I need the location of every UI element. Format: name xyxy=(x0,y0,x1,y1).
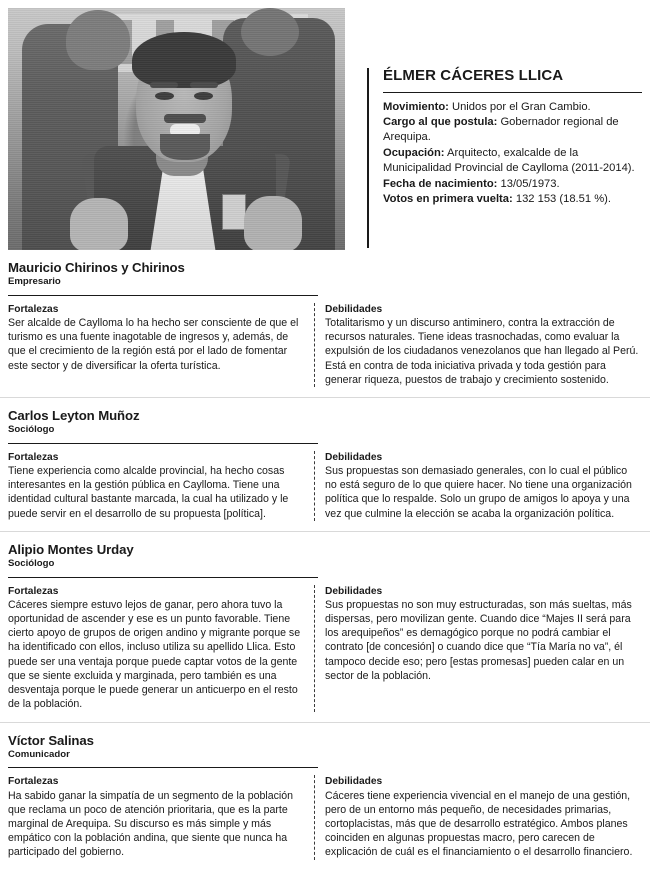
weaknesses-column xyxy=(325,303,642,387)
strengths-label: Fortalezas xyxy=(8,585,59,597)
column-divider xyxy=(314,303,316,387)
strengths-column xyxy=(8,585,314,712)
strengths-column xyxy=(8,303,314,387)
expert-columns xyxy=(8,578,642,722)
expert-name: Carlos Leyton Muñoz xyxy=(8,408,140,424)
expert-role: Sociólogo xyxy=(8,558,55,570)
fact-value: Gobernador regional de Arequipa. xyxy=(383,115,619,144)
fact-nacimiento xyxy=(383,177,642,192)
expert-heading xyxy=(8,723,642,769)
expert-section xyxy=(0,397,650,531)
strengths-label: Fortalezas xyxy=(8,303,59,315)
fact-value: Unidos por el Gran Cambio. xyxy=(448,100,591,113)
strengths-text: Ha sabido ganar la simpatía de un segmento de la población que reclama un poco de atención prioritaria, que es la parte marginal de Arequipa. Su discurso es más simple y más empático con la población andina, que siente que nunca ha participado del gobierno. xyxy=(8,789,294,859)
weaknesses-text: Cáceres tiene experiencia vivencial en el manejo de una gestión, pero de un entorno más pequeño, de necesidades primarias, cortoplacistas, más que de desarrollo estratégico. Ambos planes coinciden en algunas propuestas macro, pero carecen de explicación de cuál es el financiamiento o el desarrollo financiero. xyxy=(325,789,633,859)
photo-eyebrow-left xyxy=(150,82,178,88)
column-divider xyxy=(314,585,316,712)
expert-columns xyxy=(8,768,642,869)
expert-name: Víctor Salinas xyxy=(8,732,94,748)
weaknesses-column xyxy=(325,585,642,712)
fact-ocupacion xyxy=(383,146,642,177)
strengths-text: Ser alcalde de Caylloma lo ha hecho ser consciente de que el turismo es una fuente inagotable de ingresos y, además, de que el crecimiento de la región está por el lado de fomentar este sector y de diversificar la oferta turística. xyxy=(8,316,299,372)
photo-eyebrow-right xyxy=(190,82,218,88)
photo-eye-left xyxy=(155,92,174,100)
photo-moustache xyxy=(164,114,206,123)
expert-heading xyxy=(8,532,642,578)
fact-label: Movimiento: xyxy=(383,100,449,113)
fact-value: 132 153 (18.51 %). xyxy=(512,193,612,206)
candidate-photo xyxy=(8,8,345,250)
photo-bystander-right-head xyxy=(241,8,299,56)
strengths-label: Fortalezas xyxy=(8,451,59,463)
expert-name: Mauricio Chirinos y Chirinos xyxy=(8,260,185,275)
column-divider xyxy=(314,451,316,521)
photo-badge xyxy=(222,194,246,230)
candidate-infobox xyxy=(367,68,642,248)
strengths-text: Tiene experiencia como alcalde provincial, ha hecho cosas interesantes en la gestión pública en Caylloma. Tiene una identidad cultural bastante marcada, la cual ha utilizado y le puede servir en el desarrollo de su propuesta [política]. xyxy=(8,464,289,520)
expert-columns xyxy=(8,444,642,531)
fact-label: Cargo al que postula: xyxy=(383,115,498,128)
weaknesses-label: Debilidades xyxy=(325,776,383,788)
expert-heading xyxy=(8,250,642,296)
fact-label: Fecha de nacimiento: xyxy=(383,177,498,190)
expert-section xyxy=(0,250,650,397)
fact-movimiento xyxy=(383,100,642,115)
strengths-column xyxy=(8,775,314,859)
candidate-name: ÉLMER CÁCERES LLICA xyxy=(383,68,642,93)
expert-role: Sociólogo xyxy=(8,424,55,436)
expert-columns xyxy=(8,296,642,397)
expert-name: Alipio Montes Urday xyxy=(8,541,134,557)
photo-bystander-left-head xyxy=(66,10,130,70)
strengths-label: Fortalezas xyxy=(8,776,59,788)
weaknesses-label: Debilidades xyxy=(325,303,383,315)
strengths-column xyxy=(8,451,314,521)
photo-eye-right xyxy=(194,92,213,100)
expert-section xyxy=(0,531,650,722)
photo-beard xyxy=(160,134,210,160)
fact-label: Votos en primera vuelta: xyxy=(383,193,513,206)
fact-value: Arquitecto, exalcalde de la Municipalidad Provincial de Caylloma (2011-2014). xyxy=(383,146,635,175)
expert-section xyxy=(0,722,650,870)
strengths-text: Cáceres siempre estuvo lejos de ganar, pero ahora tuvo la oportunidad de ascender y ese es un punto favorable. Tiene cierto apoyo de grupos de origen andino y migrante porque se ha identificado con ellos, incluso utiliza su apellido Llica. Esto puede ser una ventaja porque puede captar votos de la gente que se siente excluida y marginada, pero también es una desventaja porque le puede generar un anticuerpo en el resto de la población. xyxy=(8,598,301,711)
weaknesses-column xyxy=(325,451,642,521)
candidate-header xyxy=(0,0,650,250)
photo-hair xyxy=(132,32,236,88)
fact-votos xyxy=(383,192,642,207)
expert-role: Empresario xyxy=(8,276,61,288)
expert-opinions-list xyxy=(0,250,650,870)
photo-hand-left xyxy=(70,198,128,250)
expert-heading xyxy=(8,398,642,444)
weaknesses-text: Sus propuestas no son muy estructuradas, son más sueltas, más dispersas, pero movilizan gente. Cuando dice “Majes II será para los arequipeños” es demagógico porque no podrá cambiar el contrato [de concesión] o cuando dice que “Tía María no va”, él tampoco decide eso; pero [estas promesas] pueden calar en un sector de la población. xyxy=(325,598,632,682)
weaknesses-label: Debilidades xyxy=(325,585,383,597)
weaknesses-label: Debilidades xyxy=(325,451,383,463)
fact-cargo xyxy=(383,115,642,146)
fact-value: 13/05/1973. xyxy=(497,177,560,190)
weaknesses-column xyxy=(325,775,642,859)
weaknesses-text: Totalitarismo y un discurso antiminero, contra la extracción de recursos naturales. Tiene ideas trasnochadas, como evaluar la expulsión de los ciudadanos venezolanos que han llegado al Perú. Está en contra de toda iniciativa privada y toda gestión para generar riqueza, puestos de trabajo y crecimiento sostenido. xyxy=(325,316,639,386)
fact-label: Ocupación: xyxy=(383,146,445,159)
candidate-facts xyxy=(383,100,642,208)
column-divider xyxy=(314,775,316,859)
weaknesses-text: Sus propuestas son demasiado generales, con lo cual el público no está seguro de lo que quiere hacer. No tiene una organización política que lo respalde. Solo un grupo de amigos lo apoya y una vez que culmine la elección se acaba la organización política. xyxy=(325,464,632,520)
expert-role: Comunicador xyxy=(8,748,70,760)
photo-hand-right xyxy=(244,196,302,250)
